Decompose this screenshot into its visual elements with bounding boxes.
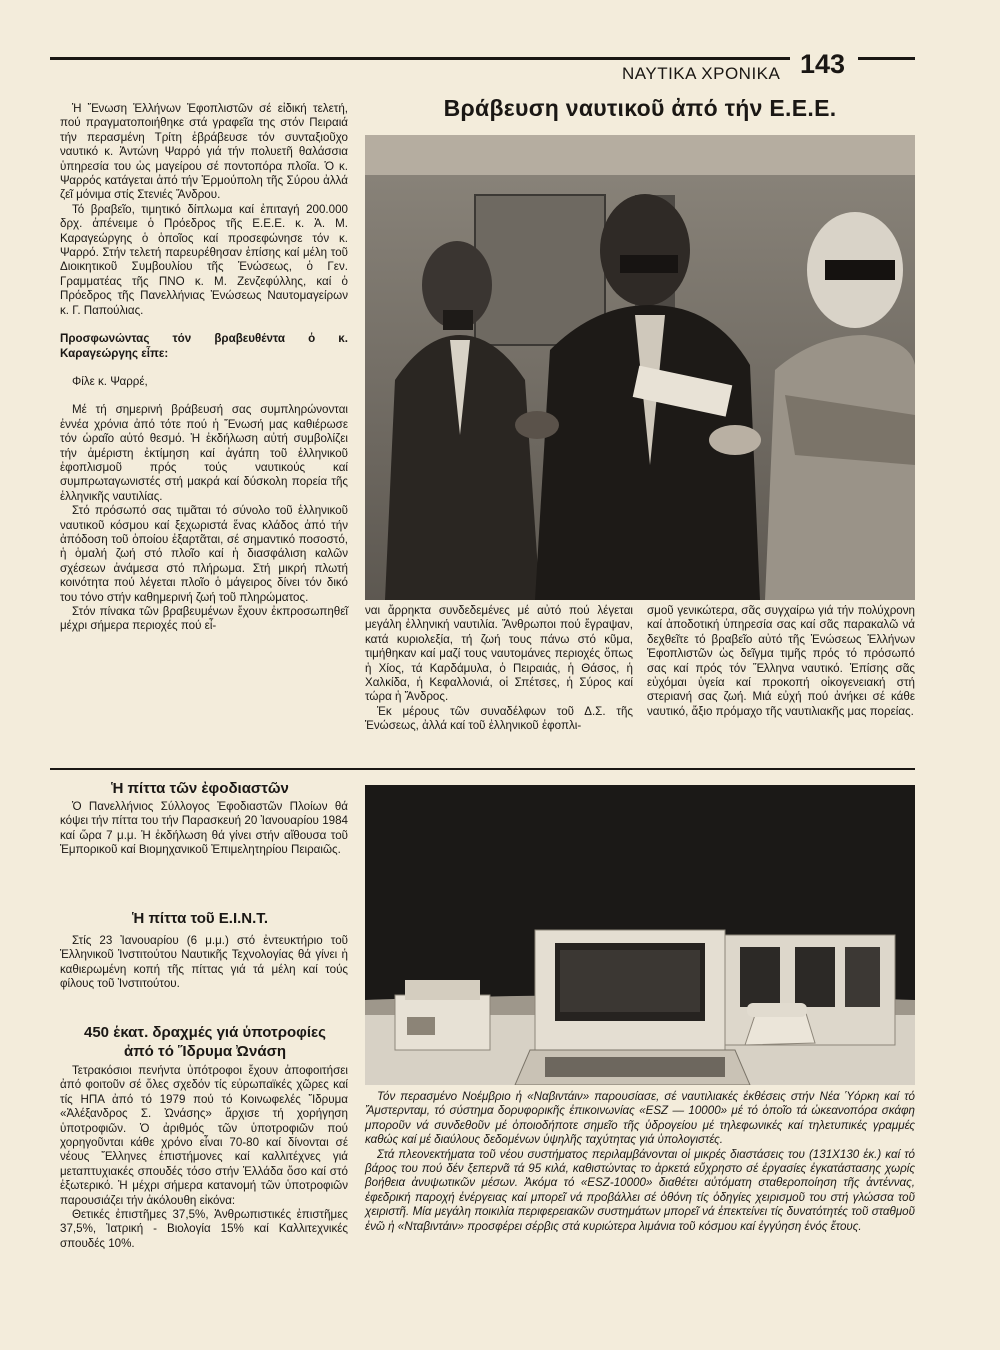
main-article-column-2 — [365, 604, 633, 734]
main-article-column-3 — [647, 604, 915, 719]
scholarships-text: Τετρακόσιοι πενήντα ὑπότροφοι ἔχουν ἀποφοιτήσει ἀπό φοιτοῦν σέ ὅλες σχεδόν τίς εὐρωπαϊκές χῶρες καί τίς ΗΠΑ ἀπό τό 1979 πού τό Κοινωφελές Ἵδρυμα «Ἀλέξανδρος Σ. Ὠνάσης» ἄρχισε τή χορήγηση ὑποτροφιῶν. Ὁ ἀριθμός τῶν ὑποτροφιῶν πού χορηγοῦνται κάθε χρόνο εἶναι 70-80 καί δίνονται σέ νέους Ἕλληνες ἐπιστήμονες καί καλλιτέχνες γιά μεταπτυχιακές σπουδές τόσο στήν Ἑλλάδα ὅσο καί στό ἐξωτερικό. Ἡ μέχρι σήμερα κατανομή τῶν ὑποτροφιῶν παρουσιάζει τήν ἀκόλουθη εἰκόνα: — [60, 1064, 348, 1207]
award-ceremony-illustration — [365, 135, 915, 600]
pitta-efodiaston-text-block — [60, 800, 348, 858]
magazine-name: ΝΑΥΤΙΚΑ ΧΡΟΝΙΚΑ — [622, 64, 781, 83]
paragraph: Ἡ Ἕνωση Ἑλλήνων Ἐφοπλιστῶν σέ εἰδική τελετή, πού πραγματοποιήθηκε στά γραφεῖα της στόν Πειραιά τήν περασμένη Τρίτη ἐβράβευσε τόν συνταξιοῦχο ναυτικό κ. Ἀντώνη Ψαρρό γιά τήν πολυετῆ θαλάσσια ὑπηρεσία του ὡς μαγείρου σέ ποντοπόρα πλοῖα. Ὁ κ. Ψαρρός κατάγεται ἀπό τήν Ἑρμούπολη τῆς Σύρου ἀλλά ζεῖ μόνιμα στίς Στενιές Ἄνδρου. — [60, 102, 348, 202]
main-article-column-1 — [60, 102, 348, 634]
scholarships-title-line2: ἀπό τό Ἵδρυμα Ὠνάση — [123, 1043, 287, 1060]
speech-intro: Προσφωνώντας τόν βραβευθέντα ὁ κ. Καραγεώργης εἶπε: — [60, 332, 348, 360]
pitta-efodiaston-title: Ἡ πίττα τῶν ἐφοδιαστῶν — [111, 780, 289, 797]
scholarships-text-block — [60, 1064, 348, 1251]
paragraph: ναι ἄρρηκτα συνδεδεμένες μέ αὐτό πού λέγεται μεγάλη ἑλληνική ναυτιλία. Ἄνθρωποι πού ἔγραψαν, κατά κυριολεξία, τή ζωή τους πάνω στό κῦμα, τιμήθηκαν καί μαζί τους ναυτομάνες περιοχές ὅπως ἡ Χίος, τά Καρδάμυλα, ὁ Πειραιάς, ἡ Θάσος, ἡ Χαλκίδα, ἡ Κεφαλλονιά, οἱ Σπέτσες, ἡ Σύρος καί τώρα ἡ Ἄνδρος. — [365, 604, 633, 704]
page-number: 143 — [800, 49, 846, 79]
pitta-efodiaston-text: Ὁ Πανελλήνιος Σύλλογος Ἐφοδιαστῶν Πλοίων θά κόψει τήν πίττα του τήν Παρασκευή 20 Ἰανουαρίου 1984 καί ὥρα 7 μ.μ. Ἡ ἐκδήλωση θά γίνει στήν αἴθουσα τοῦ Ἐμπορικοῦ καί Βιομηχανικοῦ Ἐπιμελητηρίου Πειραιῶς. — [60, 800, 348, 857]
main-article-title: Βράβευση ναυτικοῦ ἀπό τήν Ε.Ε.Ε. — [443, 95, 837, 121]
pitta-eint-text-block — [60, 934, 348, 992]
satellite-terminal-illustration — [365, 785, 915, 1085]
section-divider — [50, 768, 915, 770]
salutation: Φίλε κ. Ψαρρέ, — [72, 374, 148, 388]
paragraph: Μέ τή σημερινή βράβευσή σας συμπληρώνονται ἐννέα χρόνια ἀπό τότε πού ἡ Ἕνωσή μας καθιέρωσε τόν ὡραῖο αὐτό θεσμό. Ἡ ἐκδήλωση αὐτή συμβολίζει τήν ἀμέριστη ἐκτίμηση καί ἀγάπη τοῦ ἑλληνικοῦ ἐφοπλισμοῦ πρός τούς ναυτικούς καί συμπρωταγωνιστές στή μακρά καί δύσκολη πορεία τῆς ἑλληνικῆς ναυτιλίας. — [60, 403, 348, 503]
caption-paragraph-1: Τόν περασμένο Νοέμβριο ἡ «Ναβιντάιν» παρουσίασε, σέ ναυτιλιακές ἐκθέσεις στήν Νέα Ὑόρκη καί τό Ἄμστερνταμ, τό σύστημα δορυφορικῆς ἐπικοινωνίας «ESZ — 10000» μέ τό ὁποῖο τά ὠκεανοπόρα σκάφη μποροῦν νά συνδεθοῦν μέ ὁποιοδήποτε σημεῖο τῆς ὑδρογείου μέ τηλεφωνικές καί τηλετυπικές γραμμές καθώς καί μέ διαύλους δεδομένων ὑψηλῆς ταχύτητας γιά ὑπολογιστές. — [365, 1090, 915, 1147]
paragraph: Στό πρόσωπό σας τιμᾶται τό σύνολο τοῦ ἑλληνικοῦ ναυτικοῦ κόσμου καί ξεχωριστά ἕνας κλάδος ἀπό τήν ἀπόδοση τοῦ ὁποίου ἐξαρτᾶται, σέ σημαντικό ποσοστό, ἡ ὁμαλή ζωή στό πλοῖο καί ἡ διασφάλιση καλῶν σχέσεων ἀνάμεσα στό πλήρωμα. Στή μικρή πλωτή κοινότητα πού λέγεται πλοῖο ὁ μάγειρος δίνει τόν δικό του τόνο στήν καθημερινή ζωή τοῦ πληρώματος. — [60, 504, 348, 604]
computer-photo-caption — [365, 1090, 915, 1234]
header-rule-left — [50, 57, 790, 60]
paragraph: Τό βραβεῖο, τιμητικό δίπλωμα καί ἐπιταγή 200.000 δρχ. ἀπένειμε ὁ Πρόεδρος τῆς Ε.Ε.Ε. κ. Ἀ. Μ. Καραγεώργης ὁ ὁποῖος καί προσεφώνησε τόν κ. Ψαρρό. Στήν τελετή παρευρέθησαν ἐπίσης καί μέλη τοῦ Διοικητικοῦ Συμβουλίου τῆς Ἑνώσεως, ὁ Γεν. Γραμματέας τῆς ΠΝΟ κ. Μ. Ζενζεφύλλης, καί ὁ Πρόεδρος τῆς Πανελλήνιας Ἑνώσεως Ναυτομαγείρων κ. Γ. Παπούλιας. — [60, 202, 348, 317]
scholarships-breakdown: Θετικές ἐπιστῆμες 37,5%, Ἀνθρωπιστικές ἐπιστῆμες 37,5%, Ἰατρική - Βιολογία 15% καί Καλλιτεχνικές σπουδές 10%. — [60, 1208, 348, 1250]
paragraph: Στόν πίνακα τῶν βραβευμένων ἔχουν ἐκπροσωπηθεῖ μέχρι σήμερα περιοχές πού εἶ- — [60, 605, 348, 633]
award-ceremony-photo — [365, 135, 915, 600]
computer-system-photo — [365, 785, 915, 1085]
scholarships-title-line1: 450 ἑκατ. δραχμές γιά ὑποτροφίες — [84, 1024, 326, 1041]
paragraph: Ἐκ μέρους τῶν συναδέλφων τοῦ Δ.Σ. τῆς Ἑνώσεως, ἀλλά καί τοῦ ἑλληνικοῦ ἐφοπλι- — [365, 704, 633, 733]
pitta-eint-title: Ἡ πίττα τοῦ Ε.Ι.Ν.Τ. — [131, 910, 268, 927]
caption-paragraph-2: Στά πλεονεκτήματα τοῦ νέου συστήματος περιλαμβάνονται οἱ μικρές διαστάσεις του (131Χ130 ἑκ.) καί τό βάρος του πού δέν ξεπερνᾶ τά 95 κιλά, καθιστώντας το ἀρκετά εὔχρηστο σέ ἐργασίες ἐγκατάστασης χωρίς βοήθεια ἀνυψωτικῶν μέσων. Ἀκόμα τό «ESZ-10000» διαθέτει αὐτόματη σταθεροποίηση τῆς ἀντέννας, ἐφεδρική παροχή ἐνέργειας καί μπορεῖ νά προβάλλει σέ ὀθόνη τίς ὁδηγίες χειρισμοῦ του στή γλώσσα τοῦ χειριστῆ. Μία μεγάλη ποικιλία περιφερειακῶν συστημάτων μπορεῖ νά ἐπεκτείνει τίς δυνατότητές τοῦ σταθμοῦ ἐνῶ ἡ «Νταβιντάιν» προσφέρει σέρβις στά κυριώτερα λιμάνια τοῦ κόσμου καί ἐγγύηση ἑνός ἔτους. — [365, 1147, 915, 1233]
paragraph: σμοῦ γενικώτερα, σᾶς συγχαίρω γιά τήν πολύχρονη καί ἀποδοτική ὑπηρεσία σας καί σᾶς παρακαλῶ νά δεχθεῖτε τό βραβεῖο αὐτό τῆς Ἑνώσεως Ἑλλήνων Ἐφοπλιστῶν ὡς δεῖγμα τιμῆς πρός τό πρόσωπό σας καί πρός τόν Ἕλληνα ναυτικό. Ἐπίσης σᾶς εὐχόμαι ὑγεία καί προκοπή οἰκογενειακή στή στεριανή σας ζωή. Μιά εὐχή πού ἀνήκει σέ κάθε ναυτικό, ἄξιο πρόμαχο τῆς ναυτιλιακῆς μας πορείας. — [647, 604, 915, 718]
pitta-eint-text: Στίς 23 Ἰανουαρίου (6 μ.μ.) στό ἐντευκτήριο τοῦ Ἑλληνικοῦ Ἰνστιτούτου Ναυτικῆς Τεχνολογίας θά γίνει ἡ καθιερωμένη κοπή τῆς πίττας γιά τά μέλη καί τούς φίλους τοῦ Ἰνστιτούτου. — [60, 934, 348, 991]
header-rule-right — [858, 57, 915, 60]
scholarships-title — [50, 1023, 360, 1061]
